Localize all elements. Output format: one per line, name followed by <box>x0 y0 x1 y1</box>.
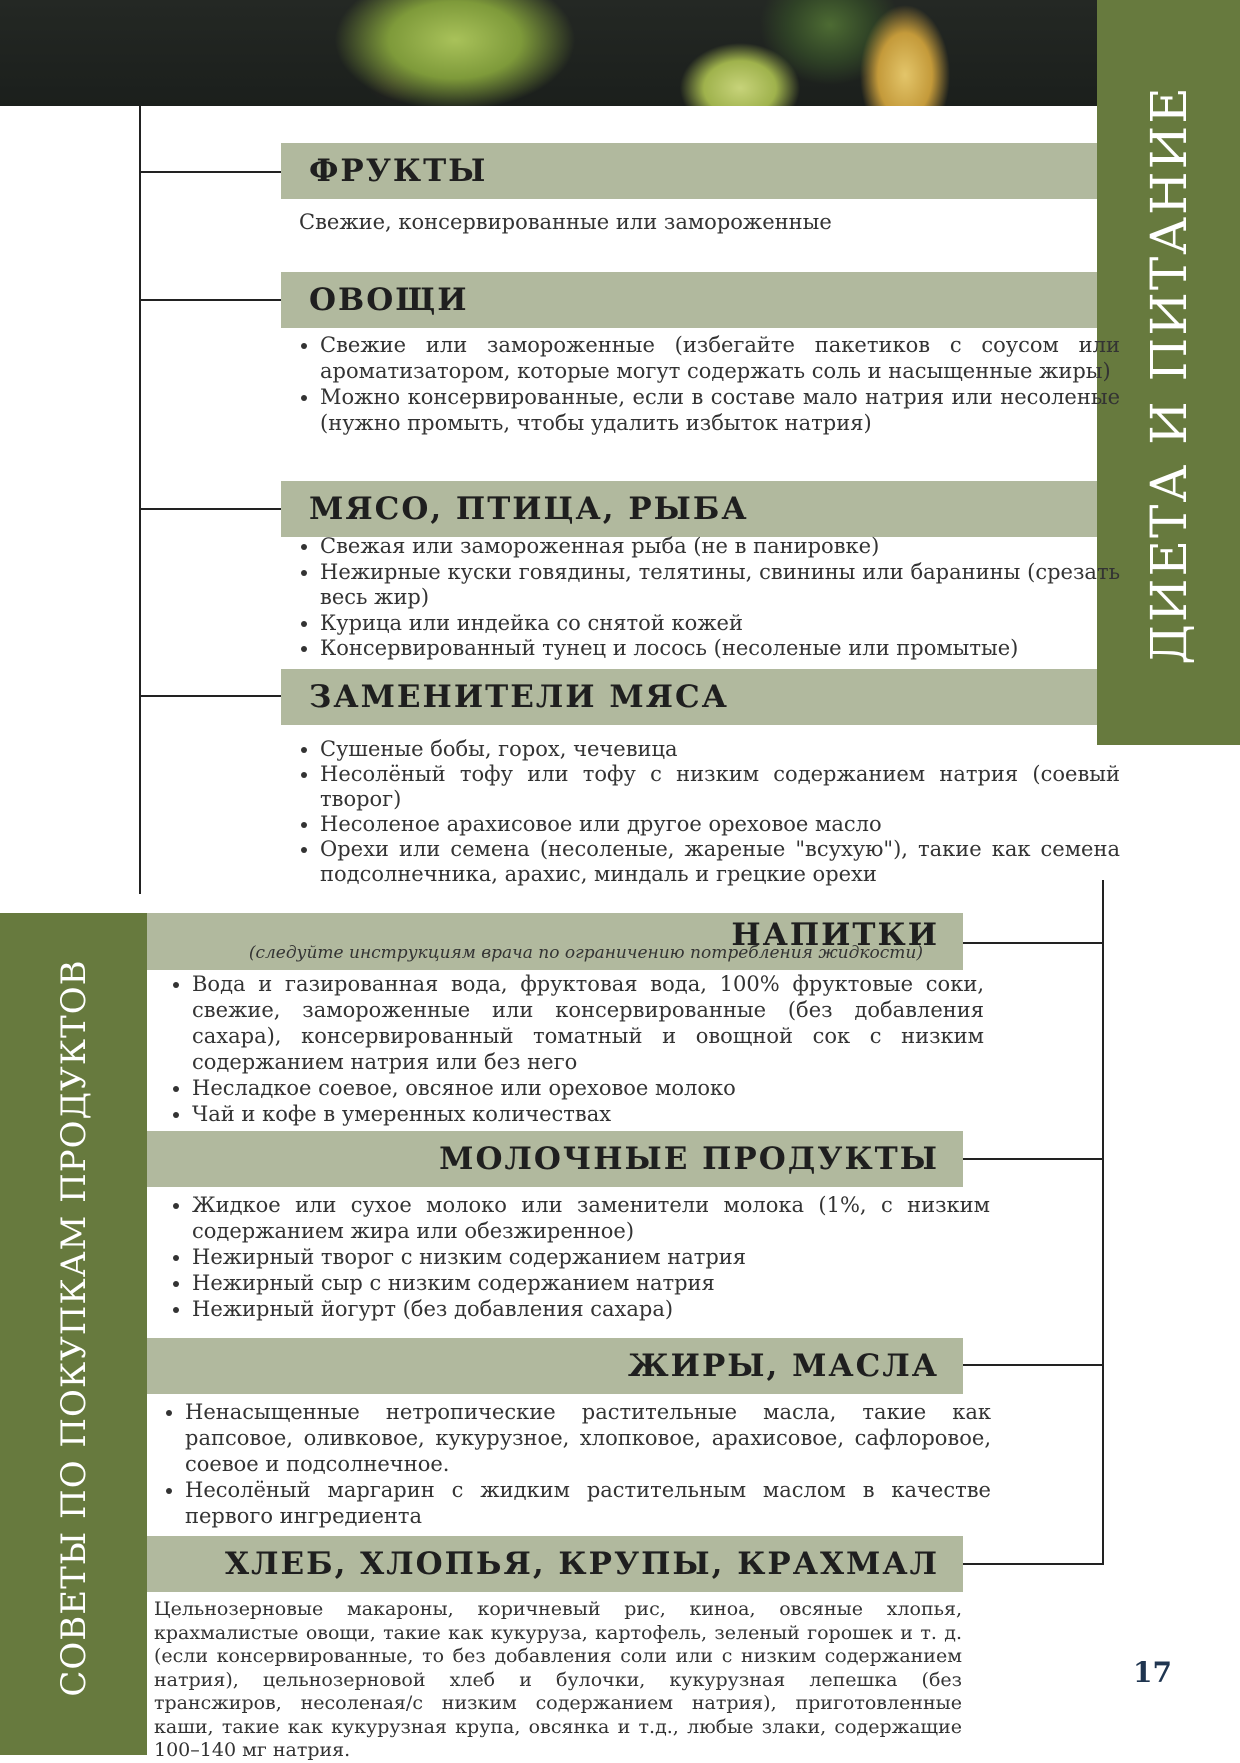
side-title-diet: ДИЕТА И ПИТАНИЕ <box>1139 85 1198 665</box>
tree-branch-grains <box>963 1563 1104 1565</box>
list-item: • Нежирный йогурт (без добавления сахара) <box>192 1296 990 1322</box>
list-item: • Нежирный сыр с низким содержанием натрия <box>192 1270 990 1296</box>
tree-line-top <box>139 106 141 894</box>
section-header-vegetables: ОВОЩИ <box>281 272 1097 328</box>
list-item: • Несоленое арахисовое или другое ореховое масло <box>320 812 1120 837</box>
list-item: • Чай и кофе в умеренных количествах <box>192 1101 984 1127</box>
list-item: • Жидкое или сухое молоко или заменители молока (1%, с низким содержанием жира или обезжиренное) <box>192 1192 990 1244</box>
tree-branch-drinks <box>963 942 1104 944</box>
list-item: • Ненасыщенные нетропические растительные масла, такие как рапсовое, оливковое, кукурузное, хлопковое, арахисовое, сафлоровое, соевое и подсолнечное. <box>185 1399 991 1477</box>
tree-branch-dairy <box>963 1158 1104 1160</box>
section-header-meat: МЯСО, ПТИЦА, РЫБА <box>281 481 1097 537</box>
side-title-block-left <box>0 913 147 1755</box>
list-item: • Несладкое соевое, овсяное или ореховое молоко <box>192 1075 984 1101</box>
list-item: • Свежие или замороженные (избегайте пакетиков с соусом или ароматизатором, которые могут содержать соль и насыщенные жиры) <box>320 332 1120 384</box>
list-dairy <box>164 1192 990 1322</box>
tree-branch-vegetables <box>139 299 281 301</box>
tree-branch-meat <box>139 508 281 510</box>
list-item: • Сушеные бобы, горох, чечевица <box>320 737 1120 762</box>
list-item: • Орехи или семена (несоленые, жареные "всухую"), такие как семена подсолнечника, арахис, миндаль и грецкие орехи <box>320 837 1120 887</box>
section-header-drinks <box>147 913 963 970</box>
section-text-grains: Цельнозерновые макароны, коричневый рис, киноа, овсяные хлопья, крахмалистые овощи, такие как кукуруза, картофель, зеленый горошек и т. д. (если консервированные, то без добавления соли или с низким содержанием натрия), цельнозерновой хлеб и булочки, кукурузная лепешка (без трансжиров, несоленая/с низким содержанием натрия), приготовленные каши, такие как кукурузная крупа, овсянка и т.д., любые злаки, содержащие 100–140 мг натрия. <box>154 1598 962 1761</box>
list-vegetables <box>292 332 1120 436</box>
list-meat <box>292 534 1120 662</box>
list-item: • Можно консервированные, если в составе мало натрия или несоленые (нужно промыть, чтобы удалить избыток натрия) <box>320 384 1120 436</box>
list-meat-substitutes <box>292 737 1120 887</box>
side-title-shopping: СОВЕТЫ ПО ПОКУПКАМ ПРОДУКТОВ <box>53 959 94 1697</box>
tree-branch-meat-substitutes <box>139 695 281 697</box>
list-item: • Нежирный творог с низким содержанием натрия <box>192 1244 990 1270</box>
tree-line-bottom <box>1102 880 1104 1564</box>
list-item: • Несолёный тофу или тофу с низким содержанием натрия (соевый творог) <box>320 762 1120 812</box>
section-title-drinks: НАПИТКИ <box>731 917 939 953</box>
list-item: • Консервированный тунец и лосось (несоленые или промытые) <box>320 636 1120 662</box>
tree-branch-fats <box>963 1364 1104 1366</box>
header-photo-vegetables <box>0 0 1097 106</box>
list-item: • Нежирные куски говядины, телятины, свинины или баранины (срезать весь жир) <box>320 560 1120 611</box>
list-item: • Курица или индейка со снятой кожей <box>320 611 1120 637</box>
section-header-fruits: ФРУКТЫ <box>281 143 1097 199</box>
list-item: • Вода и газированная вода, фруктовая вода, 100% фруктовые соки, свежие, замороженные или консервированные (без добавления сахара), консервированный томатный и овощной сок с низким содержанием натрия или без него <box>192 971 984 1075</box>
list-fats <box>157 1399 991 1529</box>
section-header-fats: ЖИРЫ, МАСЛА <box>147 1338 963 1394</box>
list-item: • Несолёный маргарин с жидким растительным маслом в качестве первого ингредиента <box>185 1477 991 1529</box>
section-header-grains: ХЛЕБ, ХЛОПЬЯ, КРУПЫ, КРАХМАЛ <box>147 1536 963 1592</box>
page-number: 17 <box>1133 1656 1172 1689</box>
section-text-fruits: Свежие, консервированные или замороженные <box>299 210 832 234</box>
list-item: • Свежая или замороженная рыба (не в панировке) <box>320 534 1120 560</box>
section-header-dairy: МОЛОЧНЫЕ ПРОДУКТЫ <box>147 1131 963 1187</box>
section-subtitle-drinks: (следуйте инструкциям врача по ограничению потребления жидкости) <box>248 943 923 963</box>
tree-branch-fruits <box>139 171 281 173</box>
list-drinks <box>164 971 984 1127</box>
section-header-meat-substitutes: ЗАМЕНИТЕЛИ МЯСА <box>281 669 1097 725</box>
